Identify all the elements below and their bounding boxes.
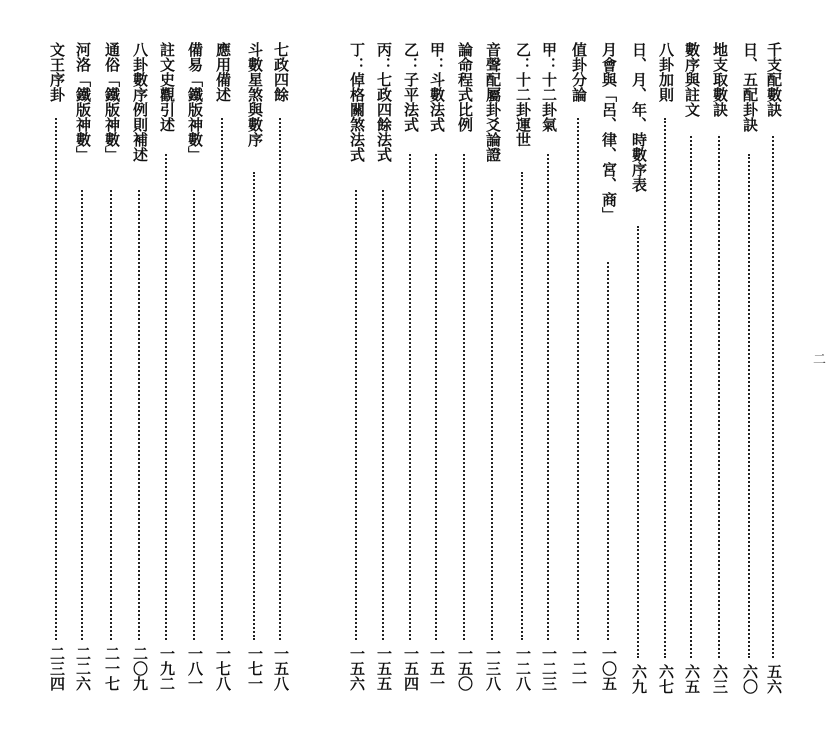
dot-leader [165,154,167,640]
dot-leader [279,118,281,640]
toc-entry[interactable] [540,42,558,691]
toc-entry[interactable] [765,42,783,694]
toc-entry[interactable] [428,42,446,691]
toc-entry[interactable] [158,42,176,691]
toc-entry[interactable] [741,42,759,694]
toc-entry[interactable] [214,42,232,691]
dot-leader [81,190,83,640]
toc-entry[interactable] [657,42,675,694]
toc-entry-page-number: 一五六 [348,646,366,691]
toc-entry-title: 音聲配屬卦爻論證 [484,42,502,162]
toc-entry-page-number: 二〇九 [131,646,149,691]
toc-entry-page-number: 六七 [657,664,675,694]
toc-entry-page-number: 五六 [765,664,783,694]
toc-entry[interactable] [103,42,121,691]
toc-entry-title: 註文史觀引述 [158,42,176,132]
toc-entry-title: 地支取數訣 [711,42,729,117]
toc-entry-title: 日、月、年、時數序表 [630,42,648,192]
dot-leader [637,226,639,658]
toc-entry[interactable] [131,42,149,691]
dot-leader [664,118,666,658]
toc-entry-title: 七政四餘 [272,42,290,102]
toc-entry-page-number: 一七八 [214,646,232,691]
toc-entry-title: 千支配數訣 [765,42,783,117]
toc-entry-page-number: 一五八 [272,646,290,691]
dot-leader [253,172,255,640]
dot-leader [577,118,579,640]
toc-entry[interactable] [630,42,648,694]
dot-leader [382,190,384,640]
toc-entry-title: 乙：十二卦運世 [514,42,532,147]
toc-entry-title: 八卦數序例則補述 [131,42,149,162]
dot-leader [547,154,549,640]
toc-entry-page-number: 一九二 [158,646,176,691]
toc-entry-page-number: 一〇五 [600,646,618,691]
toc-entry-title: 日、五配卦訣 [741,42,759,132]
dot-leader [772,136,774,658]
toc-entry-page-number: 一五五 [375,646,393,691]
toc-entry[interactable] [402,42,420,691]
toc-entry[interactable] [600,42,618,691]
toc-entry-title: 丙：七政四餘法式 [375,42,393,162]
toc-entry[interactable] [186,42,204,691]
toc-entry-title: 應用備述 [214,42,232,102]
toc-entry[interactable] [375,42,393,691]
page-folio: 二 [810,352,825,365]
toc-entry-page-number: 一五一 [428,646,446,691]
toc-entry[interactable] [246,42,264,691]
dot-leader [690,136,692,658]
toc-entry-page-number: 六九 [630,664,648,694]
toc-entry-page-number: 一五四 [402,646,420,691]
dot-leader [435,154,437,640]
toc-entry-title: 斗數星煞與數序 [246,42,264,147]
toc-entry-title: 通俗「鐵版神數」 [103,42,121,162]
toc-entry-title: 月會與「呂、律、宮、商」 [600,42,618,222]
toc-entry[interactable] [348,42,366,691]
toc-entry[interactable] [456,42,474,691]
toc-entry-title: 八卦加則 [657,42,675,102]
toc-entry-title: 論命程式比例 [456,42,474,132]
toc-entry-title: 甲：十二卦氣 [540,42,558,132]
toc-entry[interactable] [683,42,701,694]
toc-entry-page-number: 一二八 [514,646,532,691]
toc-entry-page-number: 一二三 [540,646,558,691]
dot-leader [607,262,609,640]
dot-leader [491,190,493,640]
toc-entry[interactable] [272,42,290,691]
toc-entry-title: 數序與註文 [683,42,701,117]
toc-entry-page-number: 一八一 [186,646,204,691]
toc-entry-page-number: 六三 [711,664,729,694]
dot-leader [718,136,720,658]
toc-entry-page-number: 二一七 [103,646,121,691]
toc-entry-page-number: 二二六 [74,646,92,691]
toc-entry[interactable] [711,42,729,694]
toc-entry-page-number: 一五〇 [456,646,474,691]
toc-entry[interactable] [570,42,588,691]
dot-leader [463,154,465,640]
toc-entry-title: 甲：斗數法式 [428,42,446,132]
toc-entry-title: 丁：倬格關煞法式 [348,42,366,162]
toc-entry-title: 備易「鐵版神數」 [186,42,204,162]
toc-entry-page-number: 一二一 [570,646,588,691]
toc-entry[interactable] [74,42,92,691]
toc-entry-page-number: 六五 [683,664,701,694]
toc-entry-page-number: 一七一 [246,646,264,691]
dot-leader [138,190,140,640]
toc-entry-title: 乙：子平法式 [402,42,420,132]
toc-entry[interactable] [514,42,532,691]
dot-leader [55,118,57,640]
dot-leader [409,154,411,640]
dot-leader [221,118,223,640]
toc-entry-title: 文王序卦 [48,42,66,102]
toc-entry[interactable] [48,42,66,691]
toc-entry[interactable] [484,42,502,691]
toc-entry-page-number: 一三八 [484,646,502,691]
toc-entry-page-number: 二三四 [48,646,66,691]
dot-leader [355,190,357,640]
dot-leader [110,190,112,640]
toc-entry-title: 值卦分論 [570,42,588,102]
dot-leader [521,172,523,640]
dot-leader [193,190,195,640]
dot-leader [748,154,750,658]
toc-entry-page-number: 六〇 [741,664,759,694]
toc-entry-title: 河洛「鐵版神數」 [74,42,92,162]
